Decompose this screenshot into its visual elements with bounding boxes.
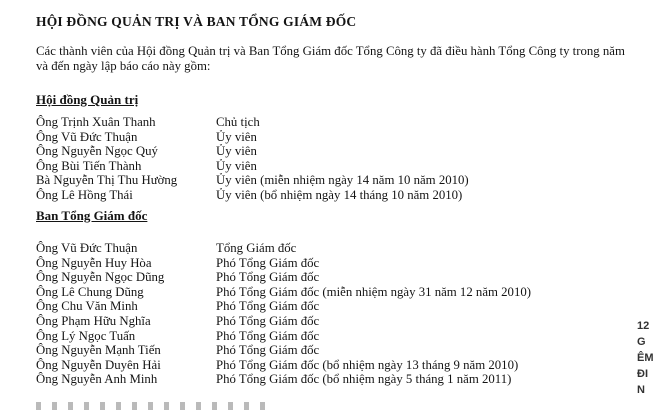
member-row (36, 299, 636, 314)
member-row (36, 256, 636, 271)
member-row (36, 159, 636, 174)
management-section-title: Ban Tổng Giám đốc (36, 208, 148, 223)
member-name: Ông Lê Chung Dũng (36, 284, 144, 299)
member-role: Phó Tổng Giám đốc (216, 313, 320, 328)
member-role: Tổng Giám đốc (216, 241, 297, 255)
member-row (36, 314, 636, 329)
member-role: Phó Tổng Giám đốc (216, 270, 320, 285)
member-name: Ông Nguyễn Anh Minh (36, 372, 158, 387)
member-role: Phó Tổng Giám đốc (216, 299, 320, 314)
management-member-list (36, 241, 636, 387)
margin-fragment: ÊM (637, 352, 654, 364)
member-role: Phó Tổng Giám đốc (bổ nhiệm ngày 5 tháng 1 năm 2011) (216, 372, 512, 387)
member-role: Phó Tổng Giám đốc (miễn nhiệm ngày 31 năm 12 năm 2010) (216, 284, 532, 299)
member-role: Ủy viên (miễn nhiệm ngày 14 năm 10 năm 2010) (216, 173, 469, 188)
member-row (36, 329, 636, 344)
member-name: Ông Nguyễn Huy Hòa (36, 255, 152, 270)
member-name: Ông Lê Hồng Thái (36, 187, 133, 202)
margin-fragment: N (637, 384, 645, 396)
member-role: Phó Tổng Giám đốc (216, 343, 320, 358)
cropped-margin-text (637, 318, 659, 398)
cropped-bottom-text (36, 402, 276, 410)
member-name: Ông Nguyễn Ngọc Dũng (36, 270, 165, 285)
member-name: Ông Trịnh Xuân Thanh (36, 115, 156, 129)
member-name: Ông Phạm Hữu Nghĩa (36, 313, 151, 328)
board-section-title: Hội đồng Quản trị (36, 92, 139, 107)
member-row (36, 241, 636, 256)
member-name: Ông Vũ Đức Thuận (36, 129, 138, 144)
member-role: Ủy viên (bổ nhiệm ngày 14 tháng 10 năm 2010) (216, 187, 463, 202)
margin-fragment: ĐI (637, 368, 648, 380)
member-row (36, 343, 636, 358)
member-name: Ông Chu Văn Minh (36, 299, 138, 314)
member-row (36, 144, 636, 159)
member-row (36, 130, 636, 145)
member-role: Phó Tổng Giám đốc (216, 328, 320, 343)
member-name: Ông Nguyễn Duyên Hải (36, 357, 161, 372)
member-role: Chủ tịch (216, 115, 260, 129)
member-row (36, 173, 636, 188)
margin-fragment: 12 (637, 320, 650, 332)
member-name: Ông Nguyễn Mạnh Tiến (36, 343, 161, 358)
member-role: Phó Tổng Giám đốc (bổ nhiệm ngày 13 tháng 9 năm 2010) (216, 357, 519, 372)
member-row (36, 188, 636, 203)
member-row (36, 358, 636, 373)
margin-fragment: G (637, 336, 646, 348)
member-row (36, 115, 636, 130)
member-name: Ông Nguyễn Ngọc Quý (36, 144, 158, 159)
member-name: Ông Vũ Đức Thuận (36, 241, 138, 255)
member-row (36, 372, 636, 387)
member-name: Bà Nguyễn Thị Thu Hường (36, 173, 178, 188)
board-member-list (36, 115, 636, 203)
member-role: Ủy viên (216, 129, 257, 144)
member-role: Ủy viên (216, 158, 257, 173)
member-role: Phó Tổng Giám đốc (216, 255, 320, 270)
member-row (36, 270, 636, 285)
intro-paragraph: Các thành viên của Hội đồng Quản trị và Ban Tổng Giám đốc Tổng Công ty đã điều hành Tổng Công ty trong năm và đến ngày lập báo cáo này gồm: (36, 44, 625, 73)
page-heading: HỘI ĐỒNG QUẢN TRỊ VÀ BAN TỔNG GIÁM ĐỐC (36, 14, 357, 29)
member-name: Ông Bùi Tiến Thành (36, 158, 142, 173)
member-name: Ông Lý Ngọc Tuấn (36, 328, 136, 343)
member-role: Ủy viên (216, 144, 257, 159)
member-row (36, 285, 636, 300)
